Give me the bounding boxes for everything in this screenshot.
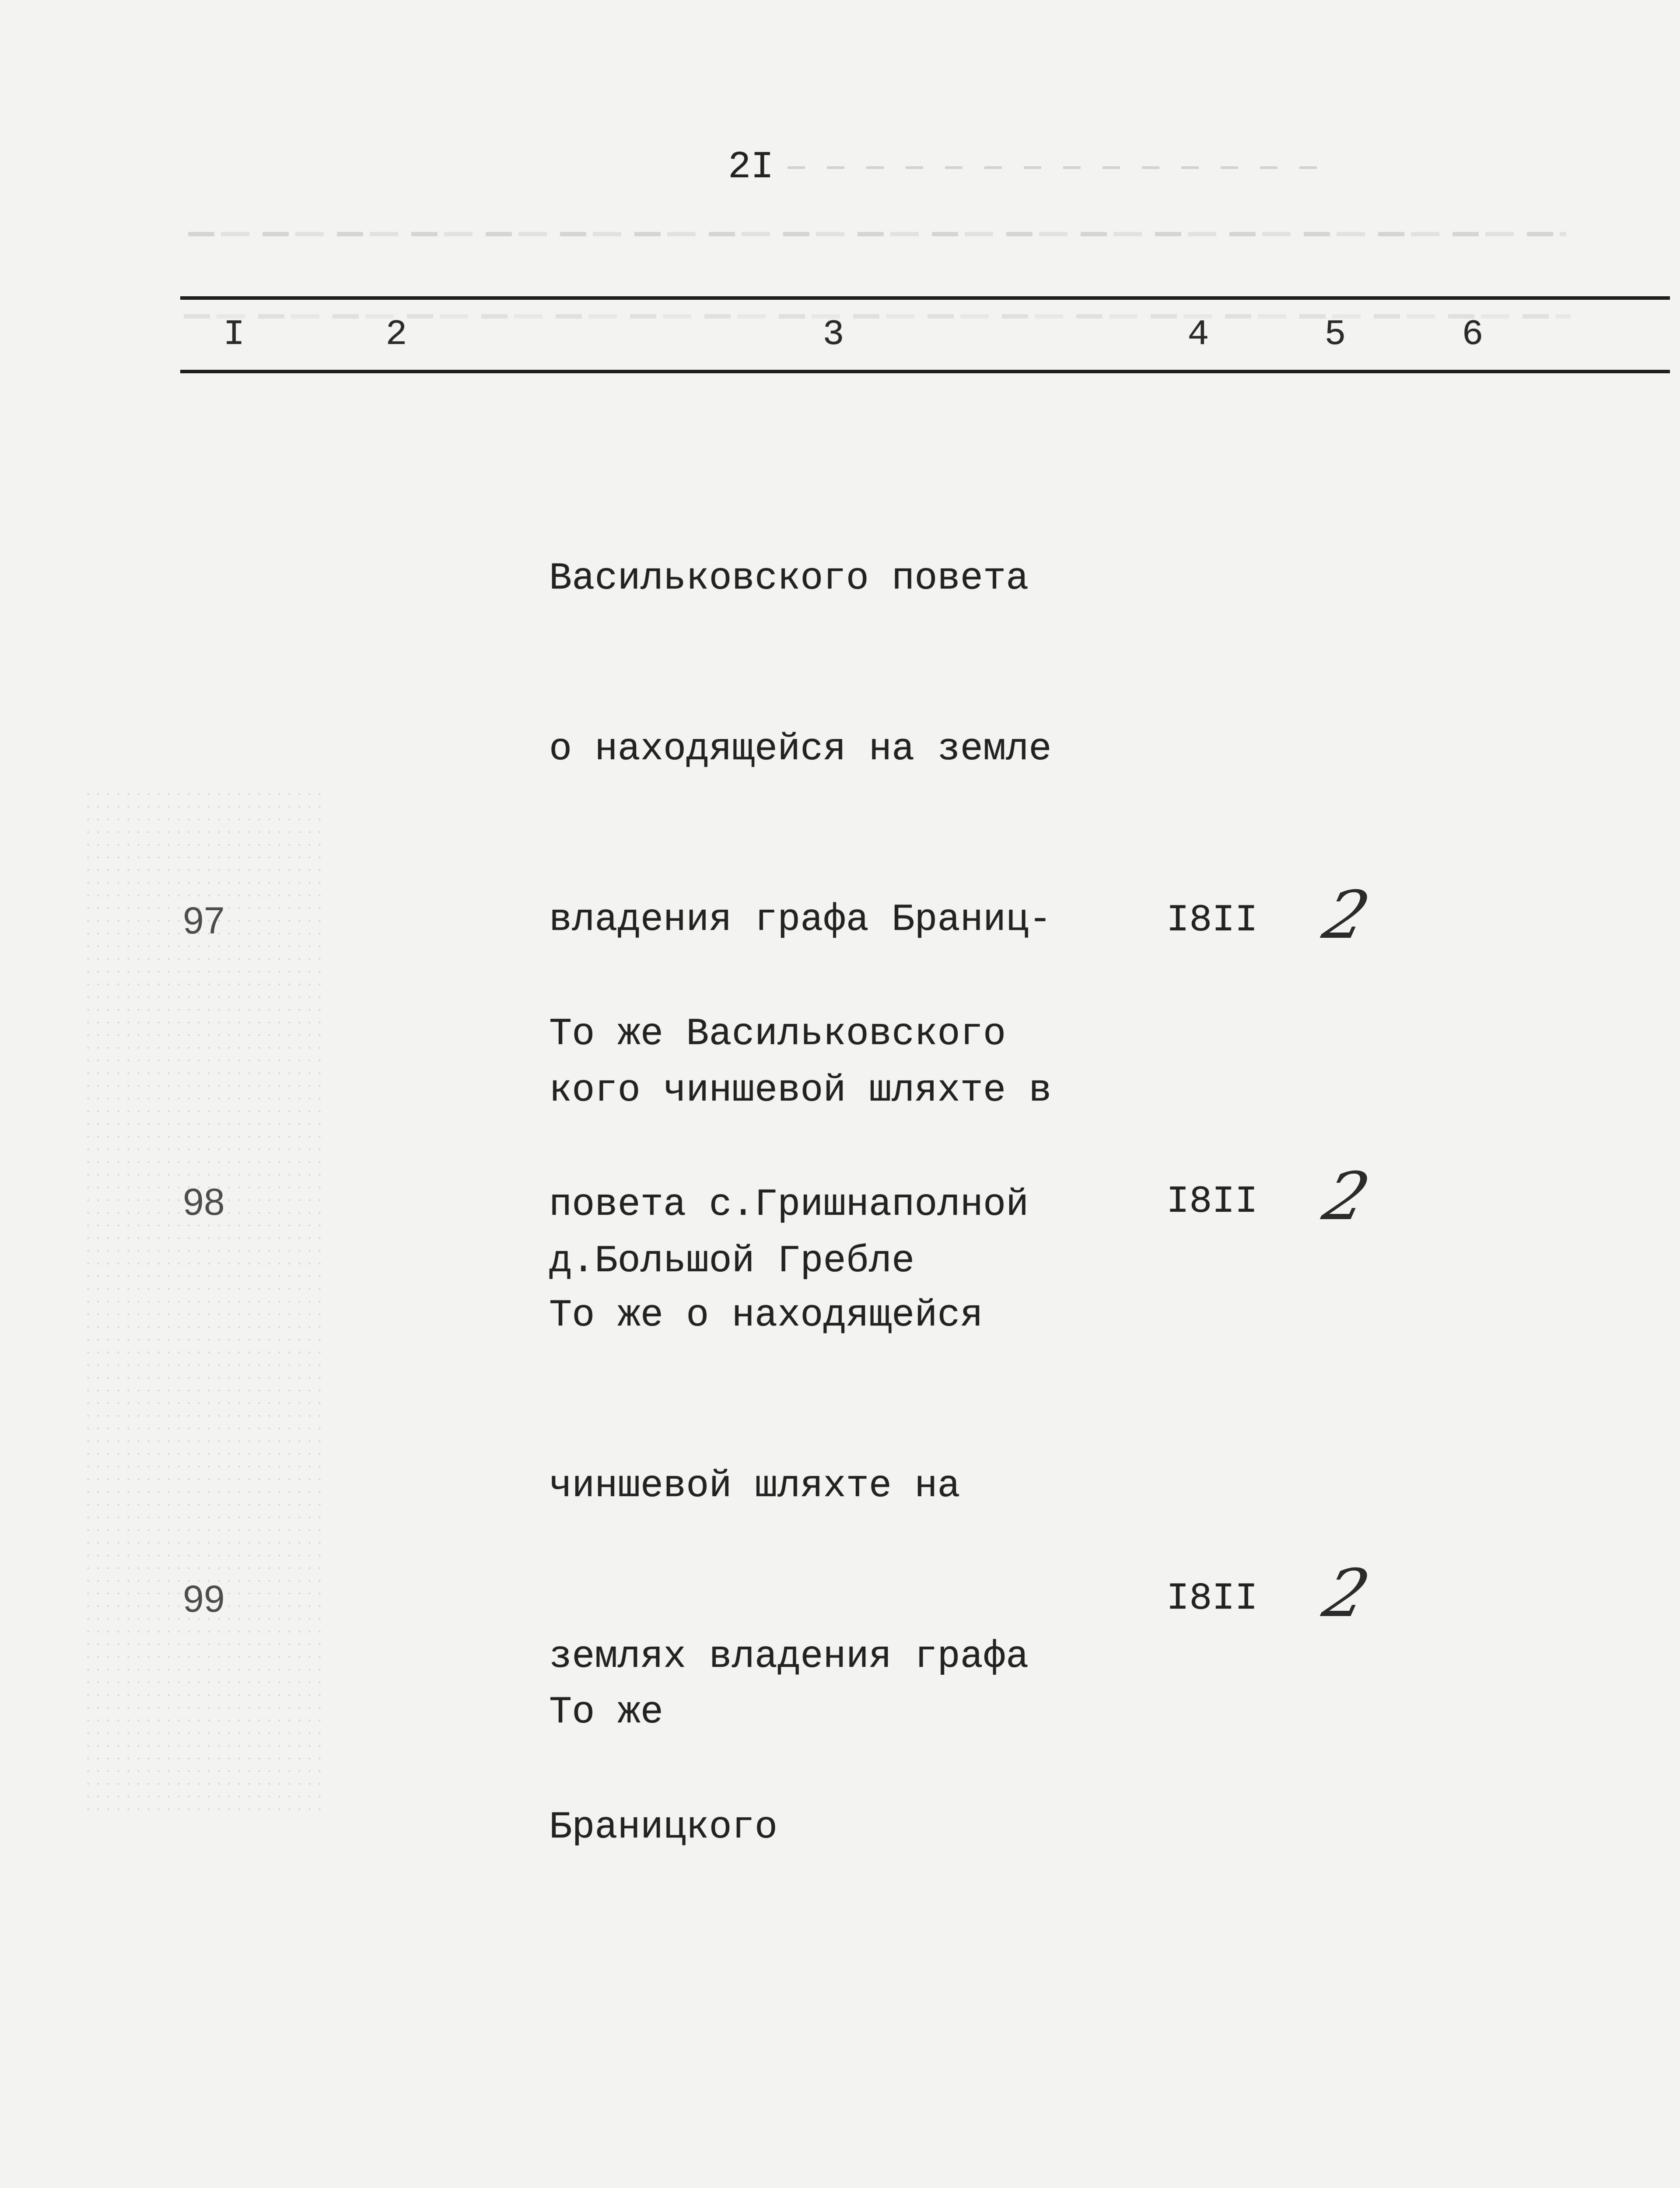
entry-title-line: То же о находящейся (549, 1294, 983, 1337)
entry-title (549, 1571, 686, 1855)
header-rule-bottom (180, 370, 1670, 373)
entry-sheet-count-handwritten: 2 (1316, 1159, 1377, 1235)
entry-number: 97 (183, 900, 225, 942)
entry-title-line: владения графа Браниц- (549, 899, 1052, 942)
entry-title-line: о находящейся на земле (549, 728, 1052, 771)
entry-year: I8II (1166, 1181, 1258, 1224)
table-header-col-1: I (223, 314, 245, 355)
entry-title-line: Браницкого (549, 1806, 778, 1849)
entry-title-line: землях владения графа (549, 1636, 1029, 1679)
table-header-col-3: 3 (822, 314, 844, 355)
page-number: 2I (728, 146, 774, 189)
scan-smudge-line (188, 232, 1566, 236)
entry-sheet-count-handwritten: 2 (1316, 877, 1377, 954)
entry-title-line: То же Васильковского (549, 1013, 1006, 1056)
scan-smudge-top (788, 166, 1321, 169)
entry-title-line: То же (549, 1691, 664, 1734)
entry-title-line: кого чиншевой шляхте в (549, 1069, 1052, 1112)
entry-title-line: чиншевой шляхте на (549, 1465, 960, 1508)
entry-sheet-count-handwritten: 2 (1316, 1556, 1377, 1632)
entry-year: I8II (1166, 1578, 1258, 1620)
table-header-col-2: 2 (385, 314, 407, 355)
entry-title-line: Васильковского повета (549, 558, 1029, 600)
entry-title-line: д.Большой Гребле (549, 1240, 915, 1283)
entry-number: 99 (183, 1578, 225, 1620)
table-header-col-4: 4 (1187, 314, 1209, 355)
table-header-col-5: 5 (1324, 314, 1346, 355)
header-rule-top (180, 296, 1670, 300)
table-header-col-6: 6 (1462, 314, 1484, 355)
entry-year: I8II (1166, 899, 1258, 942)
entry-title-line: повета с.Гришнаполной (549, 1184, 1029, 1227)
entry-number: 98 (183, 1181, 225, 1223)
